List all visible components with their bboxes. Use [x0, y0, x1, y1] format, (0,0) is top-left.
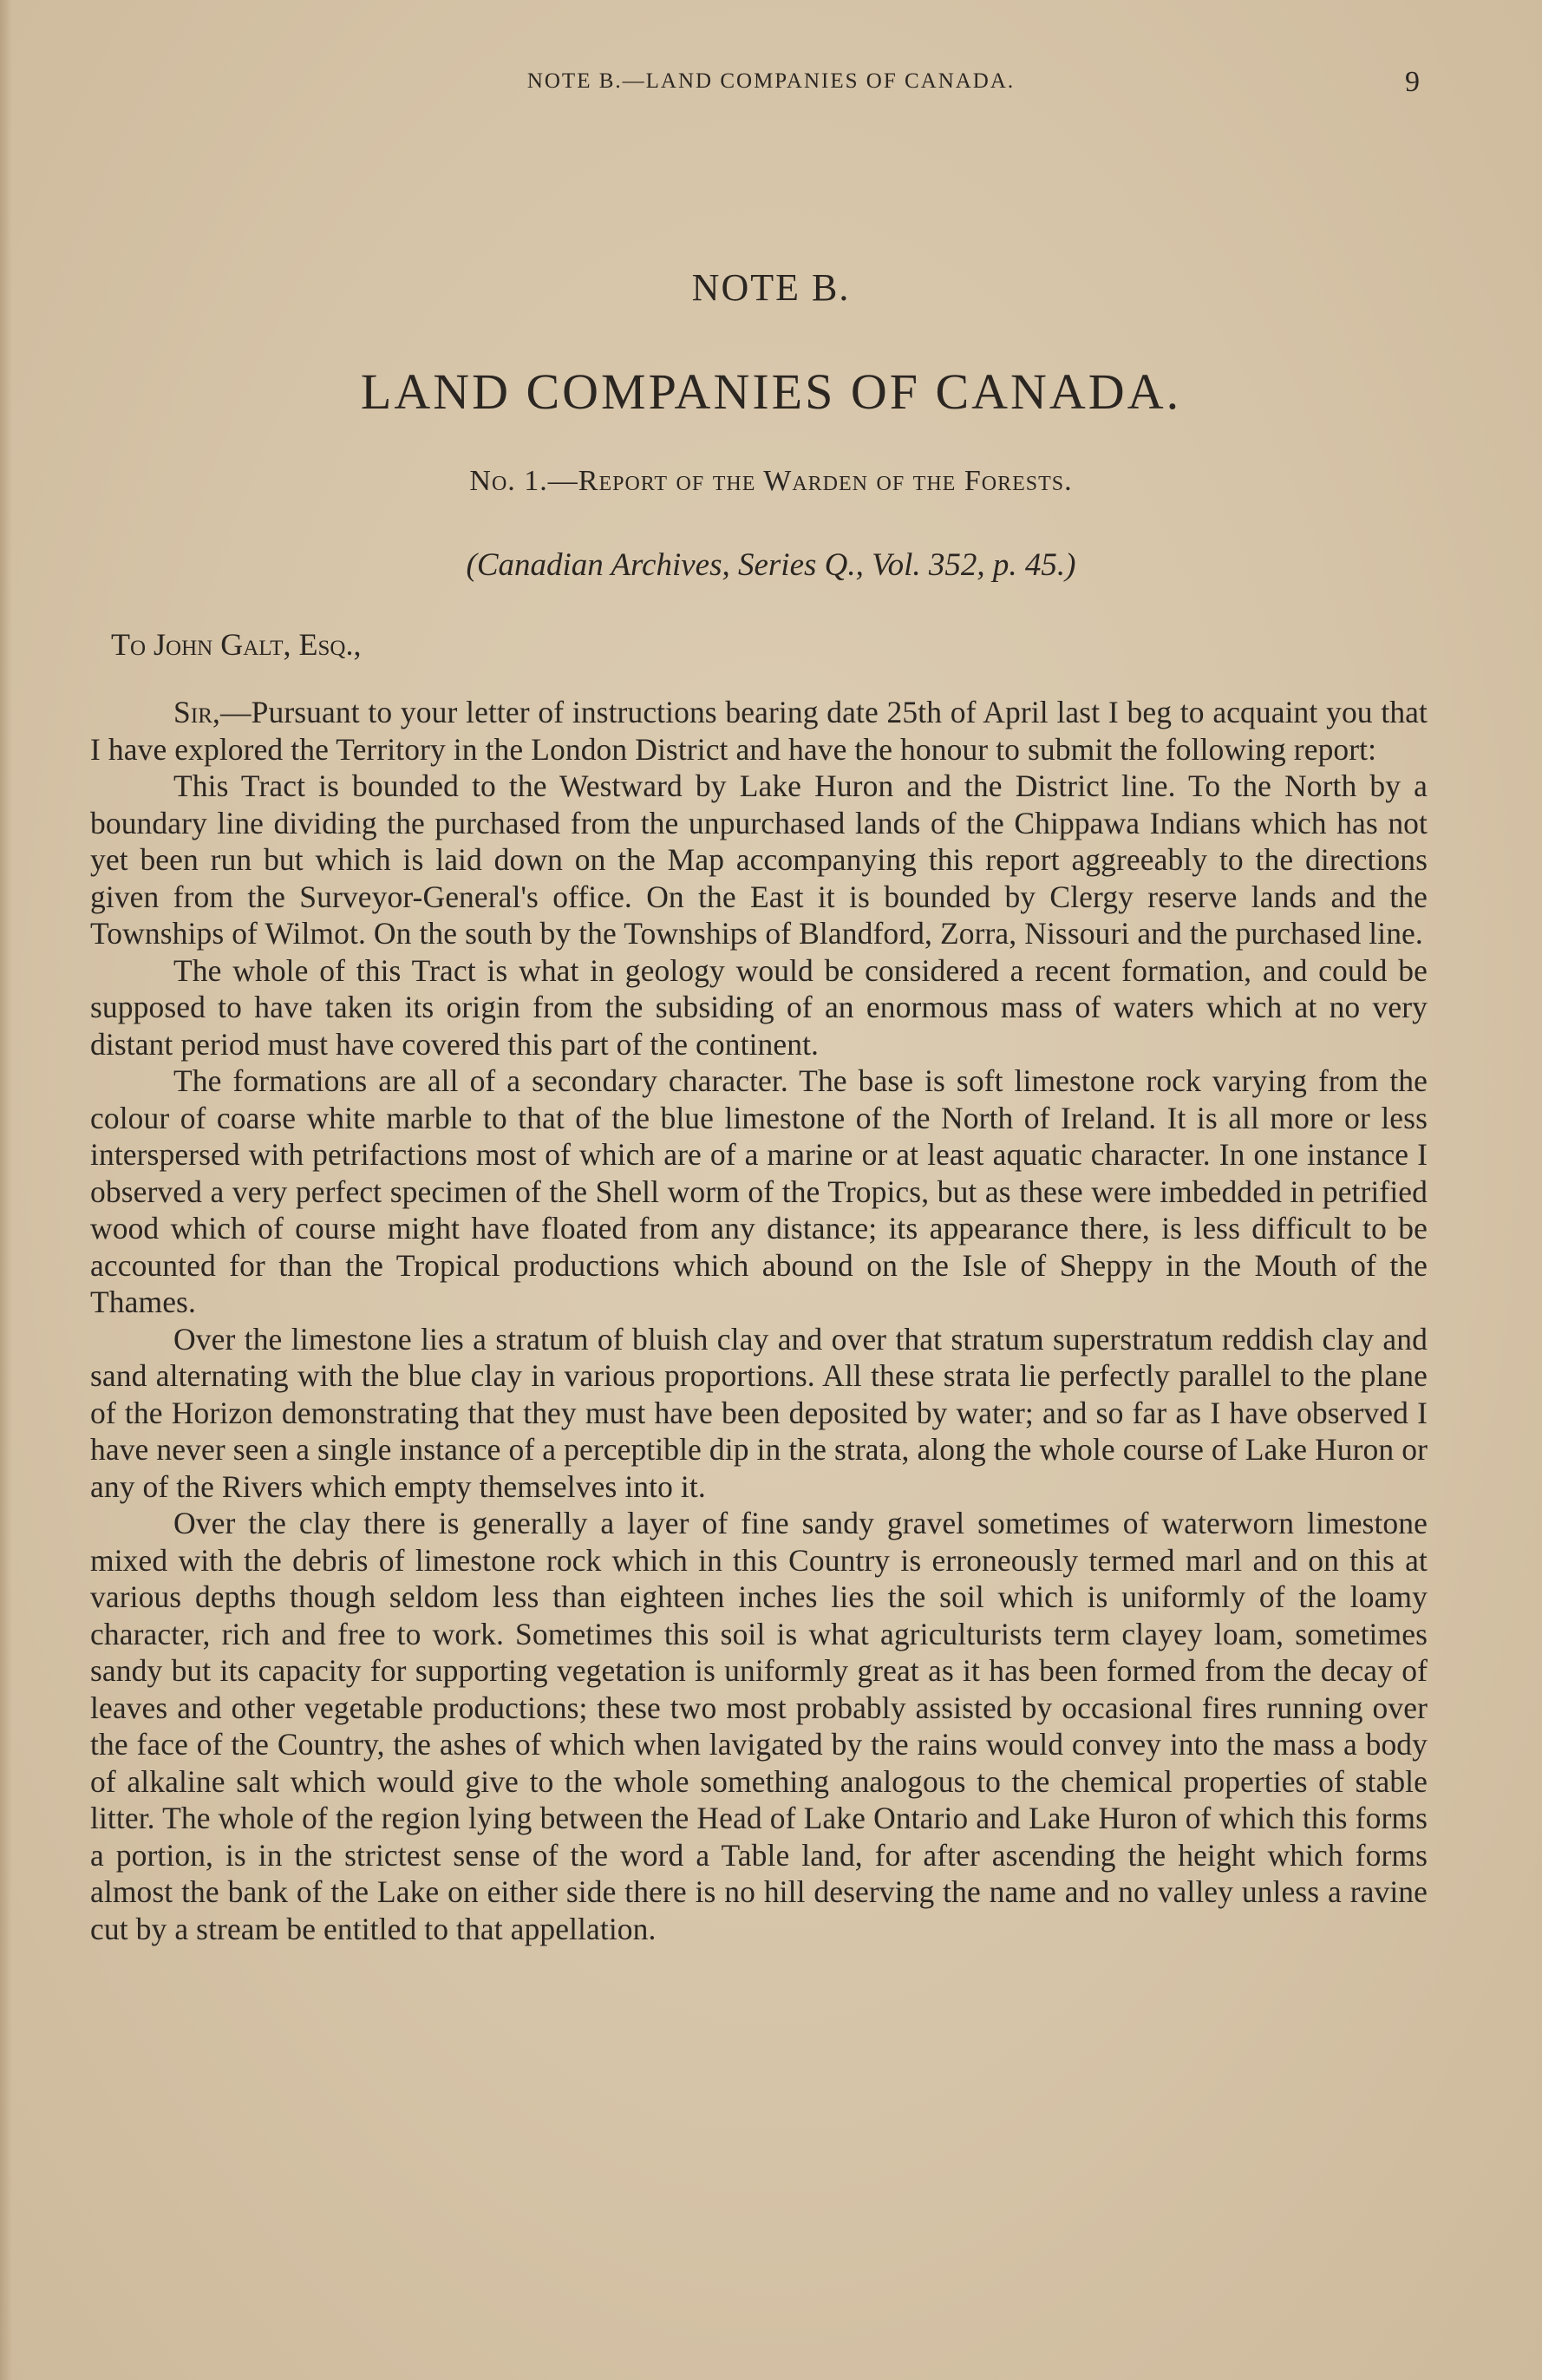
paragraph-1-lead: Sir,: [173, 695, 221, 729]
paragraph-5: Over the limestone lies a stratum of bluish clay and over that stratum superstratum reddish clay and sand alternating with the blue clay in various proportions. All these strata lie perfectly parallel to the plane of the Horizon demonstrating that they must have been deposited by water; and so far as I have observed I have never seen a single instance of a perceptible dip in the strata, along the whole course of Lake Huron or any of the Rivers which empty themselves into it.: [90, 1321, 1428, 1504]
running-head: NOTE B.—LAND COMPANIES OF CANADA.: [526, 69, 1016, 93]
paragraph-1-text: —Pursuant to your letter of instructions bearing date 25th of April last I beg to acquaint you that I have explored the Territory in the London District and have the honour to submit the following report:: [90, 695, 1428, 767]
letter-salutation: To John Galt, Esq.,: [111, 627, 362, 662]
main-title: LAND COMPANIES OF CANADA.: [360, 363, 1182, 420]
note-title: NOTE B.: [691, 266, 851, 309]
archive-citation: (Canadian Archives, Series Q., Vol. 352, p. 45.): [466, 547, 1076, 583]
paragraph-1: [90, 694, 1428, 768]
letter-body: [90, 694, 1428, 1947]
page-number: 9: [1405, 66, 1420, 98]
paragraph-2: This Tract is bounded to the Westward by Lake Huron and the District line. To the North by a boundary line dividing the purchased from the unpurchased lands of the Chippawa Indians which has not yet been run but which is laid down on the Map accompanying this report aggreeably to the directions given from the Surveyor-General's office. On the East it is bounded by Clergy reserve lands and the Townships of Wilmot. On the south by the Townships of Blandford, Zorra, Nissouri and the purchased line.: [90, 768, 1428, 951]
report-title: No. 1.—Report of the Warden of the Forests.: [469, 465, 1073, 497]
paragraph-4: The formations are all of a secondary character. The base is soft limestone rock varying from the colour of coarse white marble to that of the blue limestone of the North of Ireland. It is all more or less interspersed with petrifactions most of which are of a marine or at least aquatic character. In one instance I observed a very perfect specimen of the Shell worm of the Tropics, but as these were imbedded in petrified wood which of course might have floated from any distance; its appearance there, is less difficult to be accounted for than the Tropical productions which abound on the Isle of Sheppy in the Mouth of the Thames.: [90, 1063, 1428, 1319]
paragraph-3: The whole of this Tract is what in geology would be considered a recent formation, and could be supposed to have taken its origin from the subsiding of an enormous mass of waters which at no very distant period must have covered this part of the continent.: [90, 952, 1428, 1062]
paragraph-6: Over the clay there is generally a layer of fine sandy gravel sometimes of waterworn limestone mixed with the debris of limestone rock which in this Country is erroneously termed marl and on this at various depths though seldom less than eighteen inches lies the soil which is uniformly of the loamy character, rich and free to work. Sometimes this soil is what agriculturists term clayey loam, sometimes sandy but its capacity for supporting vegetation is uniformly great as it has been formed from the decay of leaves and other vegetable productions; these two most probably assisted by occasional fires running over the face of the Country, the ashes of which when lavigated by the rains would convey into the mass a body of alkaline salt which would give to the whole something analogous to the chemical properties of stable litter. The whole of the region lying between the Head of Lake Ontario and Lake Huron of which this forms a portion, is in the strictest sense of the word a Table land, for after ascending the height which forms almost the bank of the Lake on either side there is no hill deserving the name and no valley unless a ravine cut by a stream be entitled to that appellation.: [90, 1506, 1428, 1946]
page-edge-shadow: [0, 0, 12, 2380]
